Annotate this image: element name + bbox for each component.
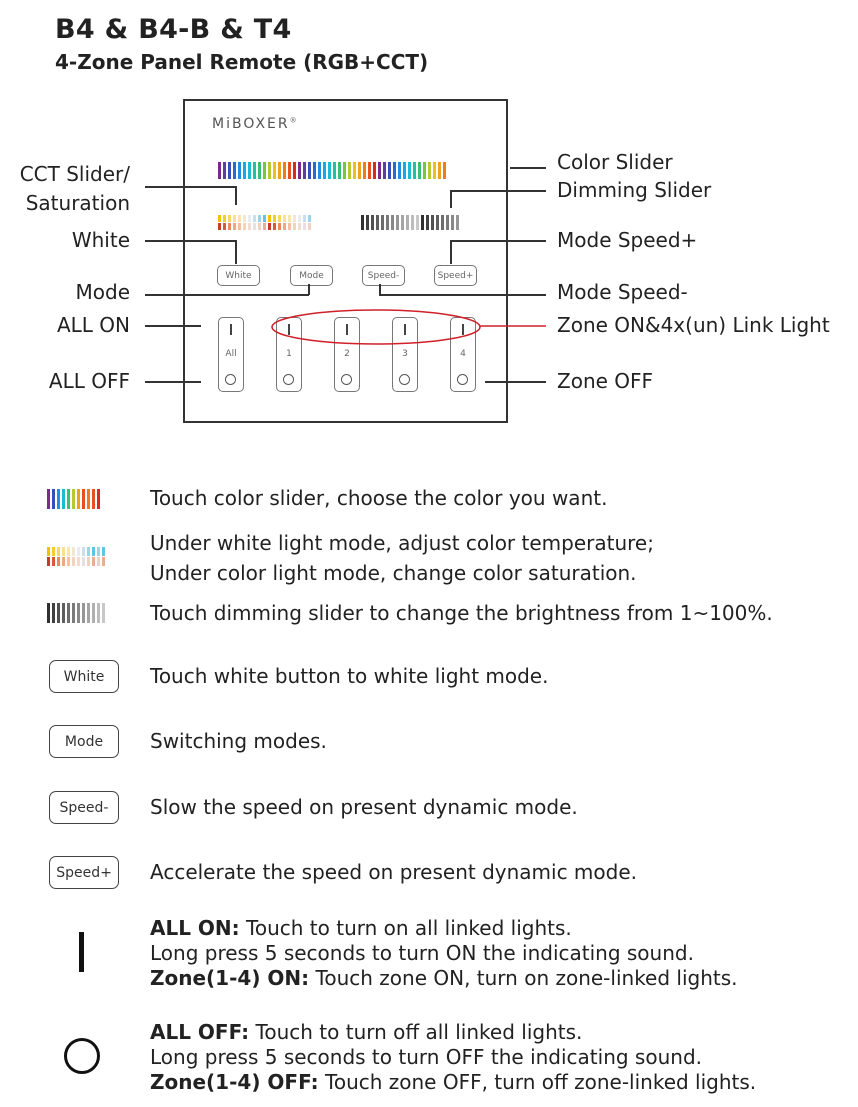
slider-segment [87, 547, 90, 556]
slider-segment [313, 162, 316, 179]
on-icon [230, 324, 232, 335]
slider-segment [418, 162, 421, 179]
slider-segment [92, 489, 95, 509]
speed-plus-button[interactable]: Speed+ [434, 265, 477, 286]
slider-segment [57, 557, 60, 566]
color-slider[interactable] [218, 162, 446, 179]
slider-segment [57, 547, 60, 556]
callout-saturation: Saturation [25, 191, 130, 215]
slider-segment [87, 557, 90, 566]
slider-segment [243, 162, 246, 179]
slider-segment [298, 215, 301, 222]
slider-segment [343, 162, 346, 179]
mode-button[interactable]: Mode [290, 265, 333, 286]
slider-segment [67, 557, 70, 566]
slider-segment [298, 223, 301, 230]
slider-segment [47, 557, 50, 566]
slider-segment [92, 547, 95, 556]
slider-segment [92, 603, 95, 623]
slider-segment [218, 215, 221, 222]
slider-segment [228, 215, 231, 222]
slider-segment [233, 162, 236, 179]
slider-segment [248, 162, 251, 179]
slider-segment [388, 162, 391, 179]
slider-segment [258, 162, 261, 179]
slider-segment [273, 215, 276, 222]
slider-segment [278, 223, 281, 230]
color-slider-desc: Touch color slider, choose the color you want. [150, 486, 608, 510]
slider-segment [228, 162, 231, 179]
dimming-slider[interactable] [361, 215, 459, 230]
slider-segment [62, 603, 65, 623]
off-icon [457, 374, 468, 385]
callout-zone-off: Zone OFF [557, 369, 654, 393]
slider-segment [77, 489, 80, 509]
slider-segment [72, 489, 75, 509]
slider-segment [366, 215, 369, 230]
slider-segment [82, 489, 85, 509]
slider-segment [328, 162, 331, 179]
callout-mode-speed-minus: Mode Speed- [557, 280, 688, 304]
slider-segment [263, 223, 266, 230]
dimming-desc: Touch dimming slider to change the brightness from 1~100%. [150, 601, 773, 625]
slider-segment [308, 215, 311, 222]
slider-segment [283, 223, 286, 230]
off-icon [399, 374, 410, 385]
leader-line [145, 381, 201, 383]
slider-segment [263, 215, 266, 222]
slider-segment [77, 547, 80, 556]
slider-segment [358, 162, 361, 179]
mode-desc: Switching modes. [150, 729, 327, 753]
slider-segment [57, 603, 60, 623]
slider-segment [406, 215, 409, 230]
panel-remote-illustration [183, 99, 508, 423]
slider-segment [278, 215, 281, 222]
leader-line [510, 167, 546, 169]
slider-segment [353, 162, 356, 179]
slider-segment [67, 603, 70, 623]
slider-segment [371, 215, 374, 230]
off-icon [225, 374, 236, 385]
slider-segment [243, 215, 246, 222]
slider-segment [67, 547, 70, 556]
slider-segment [223, 215, 226, 222]
slider-segment [303, 162, 306, 179]
speed-plus-button-icon: Speed+ [49, 856, 119, 889]
slider-segment [421, 215, 424, 230]
white-desc: Touch white button to white light mode. [150, 664, 549, 688]
slider-segment [248, 215, 251, 222]
slider-segment [87, 603, 90, 623]
slider-segment [233, 223, 236, 230]
slider-segment [363, 162, 366, 179]
slider-segment [348, 162, 351, 179]
slider-segment [102, 547, 105, 556]
zone-key-3[interactable]: 3 [392, 317, 418, 392]
leader-line [450, 190, 546, 192]
slider-segment [428, 162, 431, 179]
leader-line [308, 284, 310, 295]
slider-segment [433, 162, 436, 179]
slider-segment [401, 215, 404, 230]
cct-slider-icon [47, 547, 105, 566]
slider-segment [268, 223, 271, 230]
callout-mode-speed-plus: Mode Speed+ [557, 228, 698, 252]
leader-line [235, 240, 237, 264]
slider-segment [52, 489, 55, 509]
slider-segment [441, 215, 444, 230]
slider-segment [57, 489, 60, 509]
brand-logo: MiBOXER® [212, 116, 297, 132]
cct-slider[interactable] [218, 215, 311, 230]
leader-line [379, 284, 381, 295]
leader-line [450, 190, 452, 208]
zone-on-highlight-ellipse [270, 308, 550, 348]
slider-segment [97, 489, 100, 509]
slider-segment [52, 603, 55, 623]
slider-segment [338, 162, 341, 179]
slider-segment [383, 162, 386, 179]
slider-segment [253, 162, 256, 179]
slider-segment [233, 215, 236, 222]
off-icon [64, 1038, 100, 1074]
slider-segment [268, 162, 271, 179]
slider-segment [82, 547, 85, 556]
slider-segment [248, 223, 251, 230]
slider-segment [253, 215, 256, 222]
slider-segment [87, 489, 90, 509]
off-desc: ALL OFF: Touch to turn off all linked lights. Long press 5 seconds to turn OFF the indicating sound. Zone(1-4) OFF: Touch zone OFF, turn off zone-linked lights. [150, 1020, 757, 1094]
leader-line [145, 186, 236, 188]
slider-segment [92, 557, 95, 566]
page-title: B4 & B4-B & T4 [55, 14, 292, 45]
slider-segment [62, 489, 65, 509]
slider-segment [333, 162, 336, 179]
leader-line [235, 186, 237, 205]
slider-segment [376, 215, 379, 230]
off-icon [341, 374, 352, 385]
slider-segment [323, 162, 326, 179]
slider-segment [308, 162, 311, 179]
leader-line [145, 294, 309, 296]
white-button-icon: White [49, 660, 119, 693]
slider-segment [62, 557, 65, 566]
slider-segment [368, 162, 371, 179]
slider-segment [398, 162, 401, 179]
slider-segment [273, 223, 276, 230]
slider-segment [416, 215, 419, 230]
callout-mode: Mode [75, 280, 130, 304]
slider-segment [97, 557, 100, 566]
zone-key-1[interactable]: 1 [276, 317, 302, 392]
callout-dimming-slider: Dimming Slider [557, 178, 712, 202]
slider-segment [238, 215, 241, 222]
slider-segment [258, 223, 261, 230]
slider-segment [446, 215, 449, 230]
slider-segment [77, 557, 80, 566]
slider-segment [411, 215, 414, 230]
callout-color-slider: Color Slider [557, 150, 673, 174]
slider-segment [288, 223, 291, 230]
slider-segment [298, 162, 301, 179]
slider-segment [283, 215, 286, 222]
slider-segment [238, 162, 241, 179]
slider-segment [308, 223, 311, 230]
speed-minus-desc: Slow the speed on present dynamic mode. [150, 795, 578, 819]
slider-segment [223, 162, 226, 179]
mode-button-icon: Mode [49, 725, 119, 758]
on-icon [79, 932, 84, 972]
white-button[interactable]: White [217, 265, 260, 286]
slider-segment [396, 215, 399, 230]
slider-segment [451, 215, 454, 230]
slider-segment [72, 547, 75, 556]
slider-segment [47, 489, 50, 509]
slider-segment [52, 547, 55, 556]
slider-segment [253, 223, 256, 230]
slider-segment [102, 603, 105, 623]
slider-segment [47, 547, 50, 556]
slider-segment [303, 223, 306, 230]
slider-segment [97, 603, 100, 623]
slider-segment [426, 215, 429, 230]
slider-segment [456, 215, 459, 230]
speed-minus-button[interactable]: Speed- [362, 265, 405, 286]
slider-segment [293, 215, 296, 222]
speed-minus-button-icon: Speed- [49, 791, 119, 824]
slider-segment [278, 162, 281, 179]
slider-segment [293, 162, 296, 179]
slider-segment [273, 162, 276, 179]
callout-white: White [71, 228, 130, 252]
slider-segment [67, 489, 70, 509]
slider-segment [423, 162, 426, 179]
page-subtitle: 4-Zone Panel Remote (RGB+CCT) [55, 50, 429, 74]
slider-segment [258, 215, 261, 222]
zone-key-4[interactable]: 4 [450, 317, 476, 392]
slider-segment [283, 162, 286, 179]
leader-line [485, 381, 546, 383]
slider-segment [97, 547, 100, 556]
slider-segment [72, 603, 75, 623]
color-slider-icon [47, 489, 100, 509]
slider-segment [318, 162, 321, 179]
leader-line [145, 325, 201, 327]
slider-segment [62, 547, 65, 556]
slider-segment [373, 162, 376, 179]
cct-desc: Under white light mode, adjust color temperature; Under color light mode, change color saturation. [150, 531, 654, 585]
slider-segment [361, 215, 364, 230]
all-key[interactable]: All [218, 317, 244, 392]
slider-segment [268, 215, 271, 222]
slider-segment [47, 603, 50, 623]
on-desc: ALL ON: Touch to turn on all linked lights. Long press 5 seconds to turn ON the indicating sound. Zone(1-4) ON: Touch zone ON, turn on zone-linked lights. [150, 916, 738, 990]
slider-segment [72, 557, 75, 566]
slider-segment [386, 215, 389, 230]
slider-segment [218, 223, 221, 230]
slider-segment [403, 162, 406, 179]
dimming-slider-icon [47, 603, 105, 623]
slider-segment [238, 223, 241, 230]
callout-all-off: ALL OFF [48, 369, 130, 393]
slider-segment [391, 215, 394, 230]
slider-segment [52, 557, 55, 566]
slider-segment [303, 215, 306, 222]
slider-segment [288, 215, 291, 222]
slider-segment [408, 162, 411, 179]
slider-segment [393, 162, 396, 179]
slider-segment [293, 223, 296, 230]
slider-segment [288, 162, 291, 179]
slider-segment [82, 557, 85, 566]
slider-segment [82, 603, 85, 623]
slider-segment [381, 215, 384, 230]
slider-segment [243, 223, 246, 230]
slider-segment [436, 215, 439, 230]
slider-segment [431, 215, 434, 230]
leader-line [450, 240, 452, 264]
zone-key-2[interactable]: 2 [334, 317, 360, 392]
callout-cct-slider: CCT Slider/ [19, 162, 130, 186]
slider-segment [223, 223, 226, 230]
leader-line [450, 240, 546, 242]
callout-all-on: ALL ON [56, 313, 130, 337]
off-icon [283, 374, 294, 385]
slider-segment [77, 603, 80, 623]
slider-segment [102, 557, 105, 566]
speed-plus-desc: Accelerate the speed on present dynamic mode. [150, 860, 638, 884]
leader-line [145, 240, 236, 242]
slider-segment [438, 162, 441, 179]
slider-segment [413, 162, 416, 179]
callout-zone-on: Zone ON&4x(un) Link Light [557, 313, 830, 337]
slider-segment [378, 162, 381, 179]
slider-segment [263, 162, 266, 179]
leader-line [379, 294, 546, 296]
slider-segment [443, 162, 446, 179]
slider-segment [228, 223, 231, 230]
slider-segment [218, 162, 221, 179]
